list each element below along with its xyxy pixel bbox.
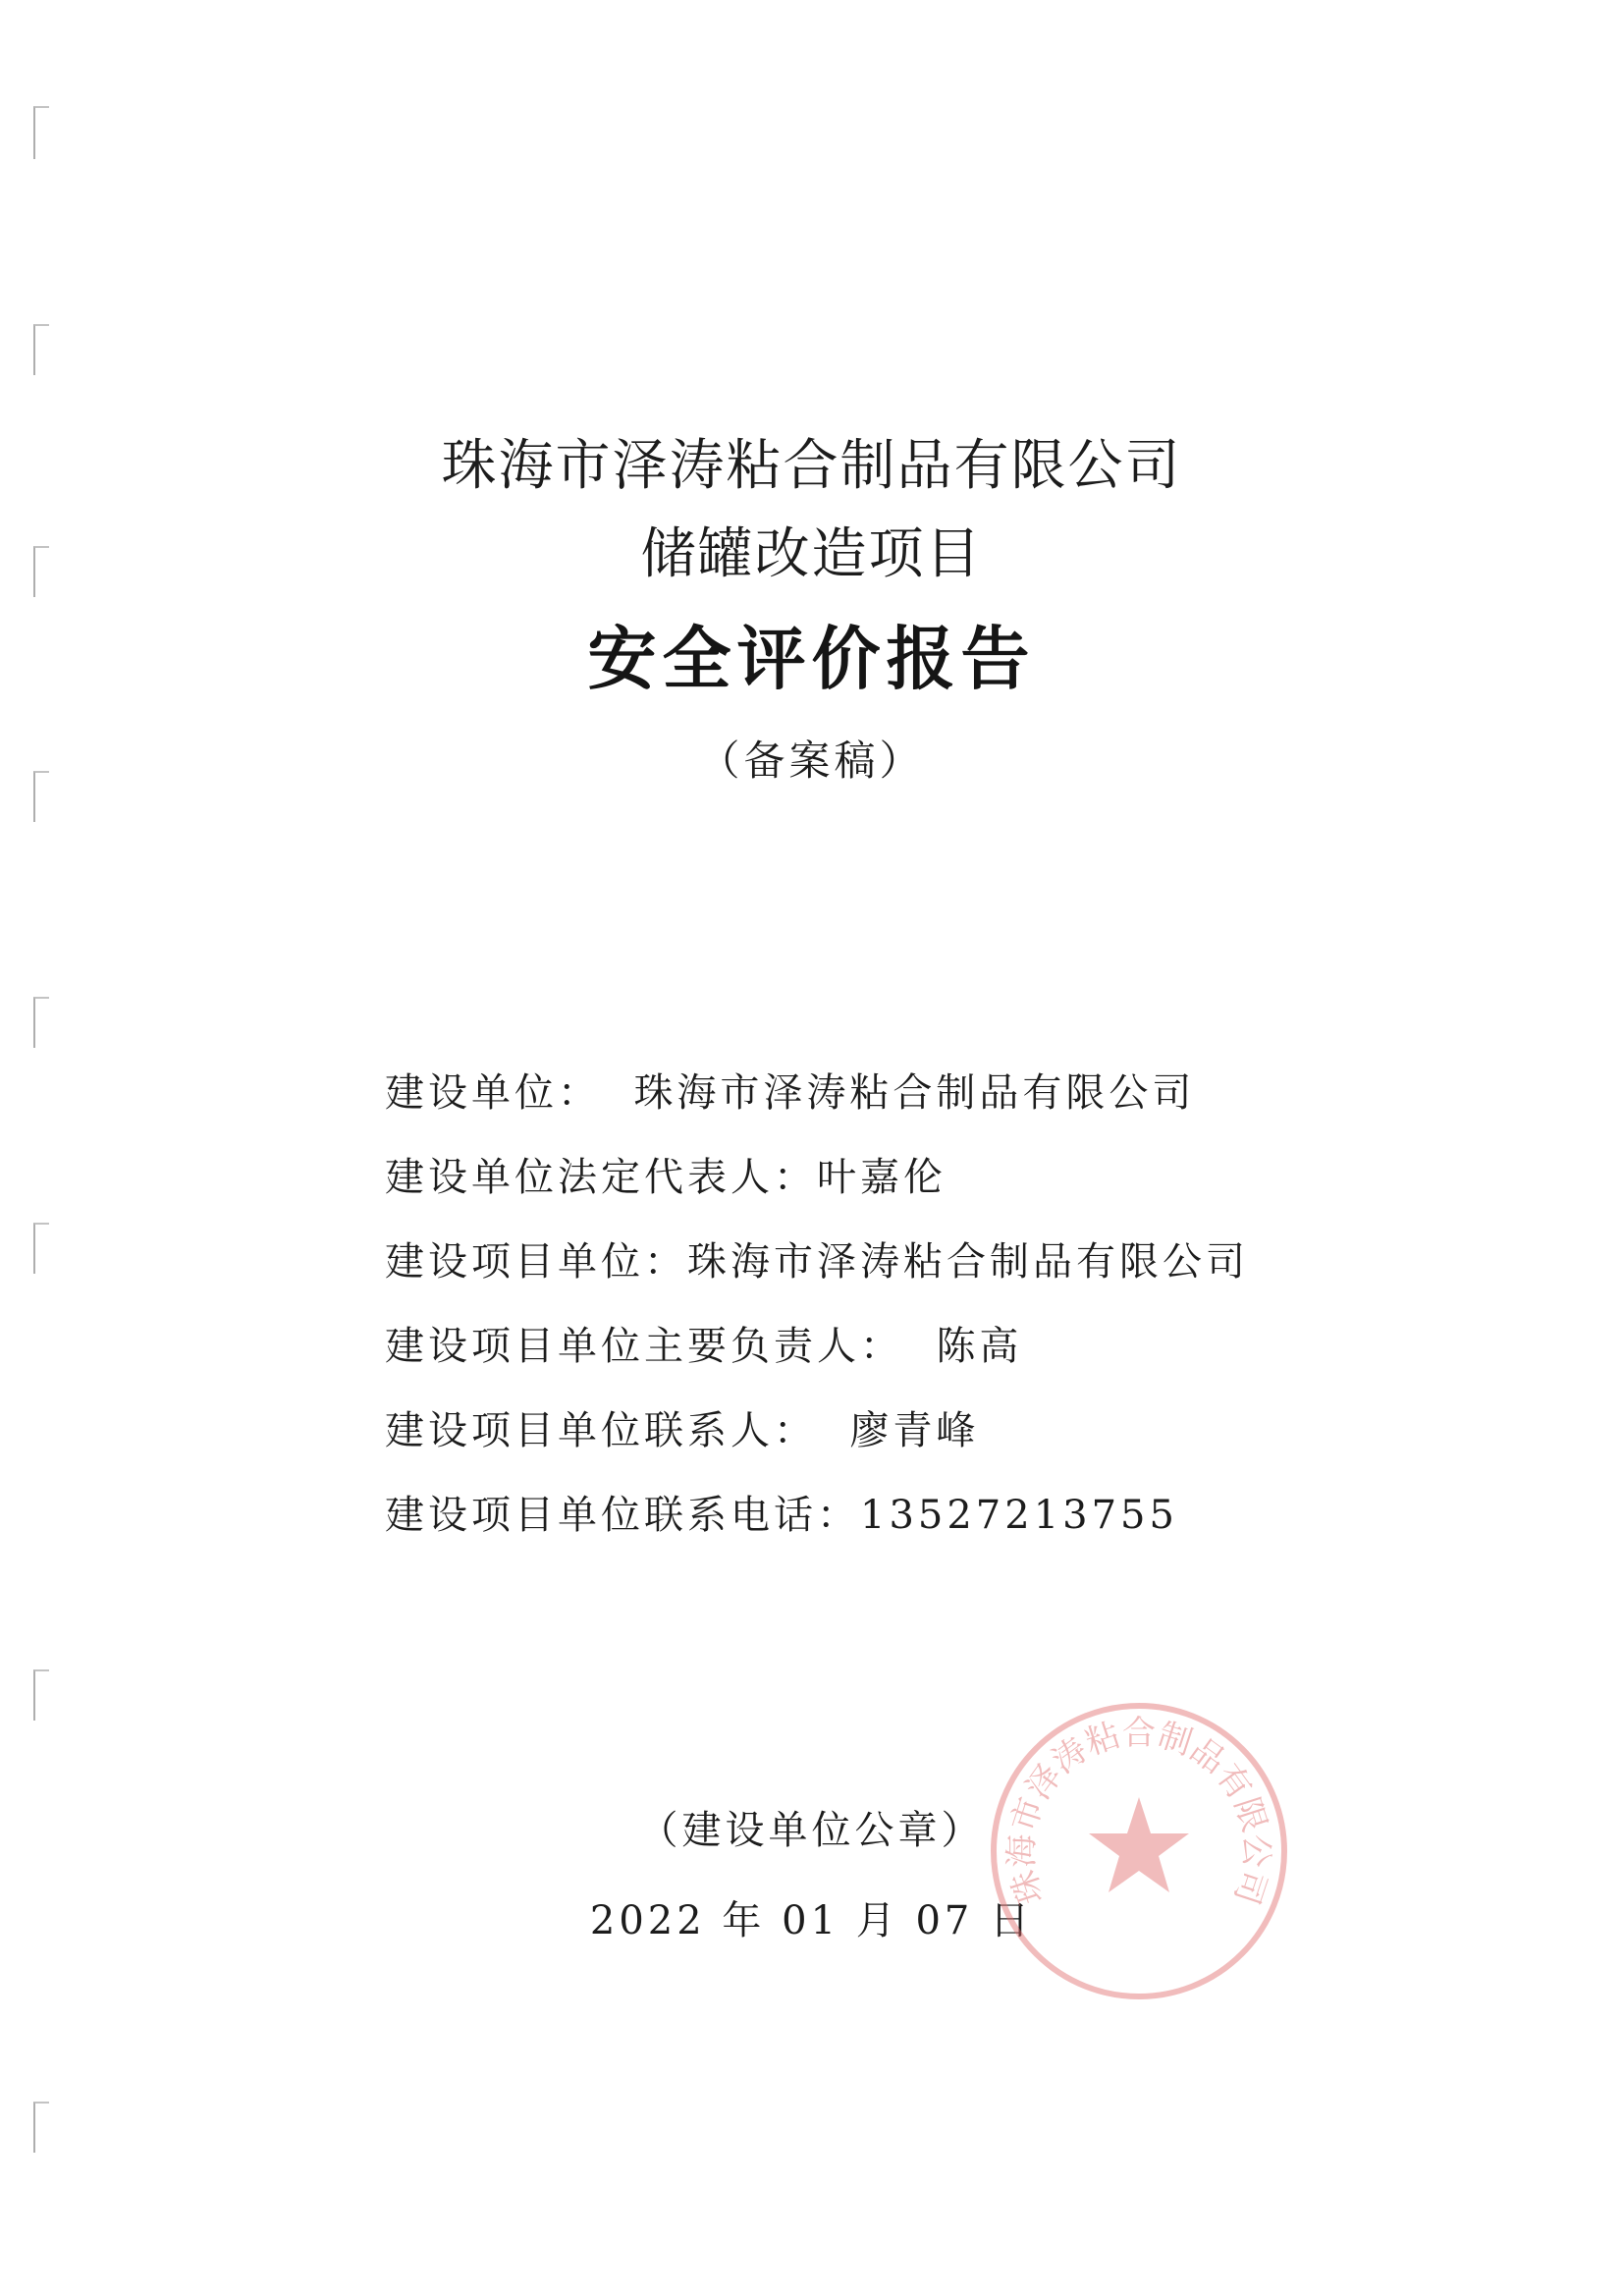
- document-date: 2022 年 01 月 07 日: [589, 1898, 1034, 1943]
- binding-mark: [33, 106, 49, 159]
- info-value: 叶嘉伦: [817, 1155, 947, 1200]
- company-seal-stamp: [982, 1694, 1296, 2008]
- title-block: [0, 422, 1623, 501]
- title-block: [0, 604, 1623, 703]
- info-row-principal: [385, 1304, 1367, 1389]
- project-title: 储罐改造项目: [640, 522, 983, 586]
- binding-mark: [33, 2102, 49, 2153]
- seal-text: 珠海市泽涛粘合制品有限公司: [1001, 1714, 1276, 1910]
- project-info-list: [385, 1051, 1367, 1558]
- title-block: [0, 729, 1623, 788]
- info-value: 珠海市泽涛粘合制品有限公司: [633, 1070, 1196, 1116]
- binding-mark: [33, 1223, 49, 1274]
- binding-mark: [33, 324, 49, 375]
- info-row-legal-representative: [385, 1135, 1367, 1220]
- info-row-contact-phone: [385, 1473, 1367, 1558]
- draft-label: （备案稿）: [698, 737, 925, 785]
- seal-star-icon: [1089, 1797, 1189, 1892]
- info-row-construction-unit: [385, 1051, 1367, 1135]
- seal-caption: （建设单位公章）: [638, 1808, 985, 1853]
- info-row-contact-person: [385, 1389, 1367, 1473]
- info-value: 陈高: [936, 1324, 1023, 1369]
- info-label: 建设单位：: [385, 1070, 601, 1116]
- info-row-project-unit: [385, 1220, 1367, 1304]
- info-label: 建设项目单位：: [385, 1239, 687, 1285]
- info-value: 珠海市泽涛粘合制品有限公司: [687, 1239, 1249, 1285]
- title-block: [0, 511, 1623, 589]
- report-title: 安全评价报告: [587, 619, 1036, 699]
- info-value: 廖青峰: [849, 1408, 980, 1453]
- binding-mark: [33, 1669, 49, 1721]
- info-label: 建设项目单位联系人：: [385, 1408, 817, 1453]
- binding-mark: [33, 997, 49, 1048]
- company-title: 珠海市泽涛粘合制品有限公司: [441, 434, 1182, 498]
- info-value: 13527213755: [860, 1493, 1178, 1538]
- info-label: 建设项目单位主要负责人：: [385, 1324, 903, 1369]
- info-label: 建设单位法定代表人：: [385, 1155, 817, 1200]
- info-label: 建设项目单位联系电话：: [385, 1493, 860, 1538]
